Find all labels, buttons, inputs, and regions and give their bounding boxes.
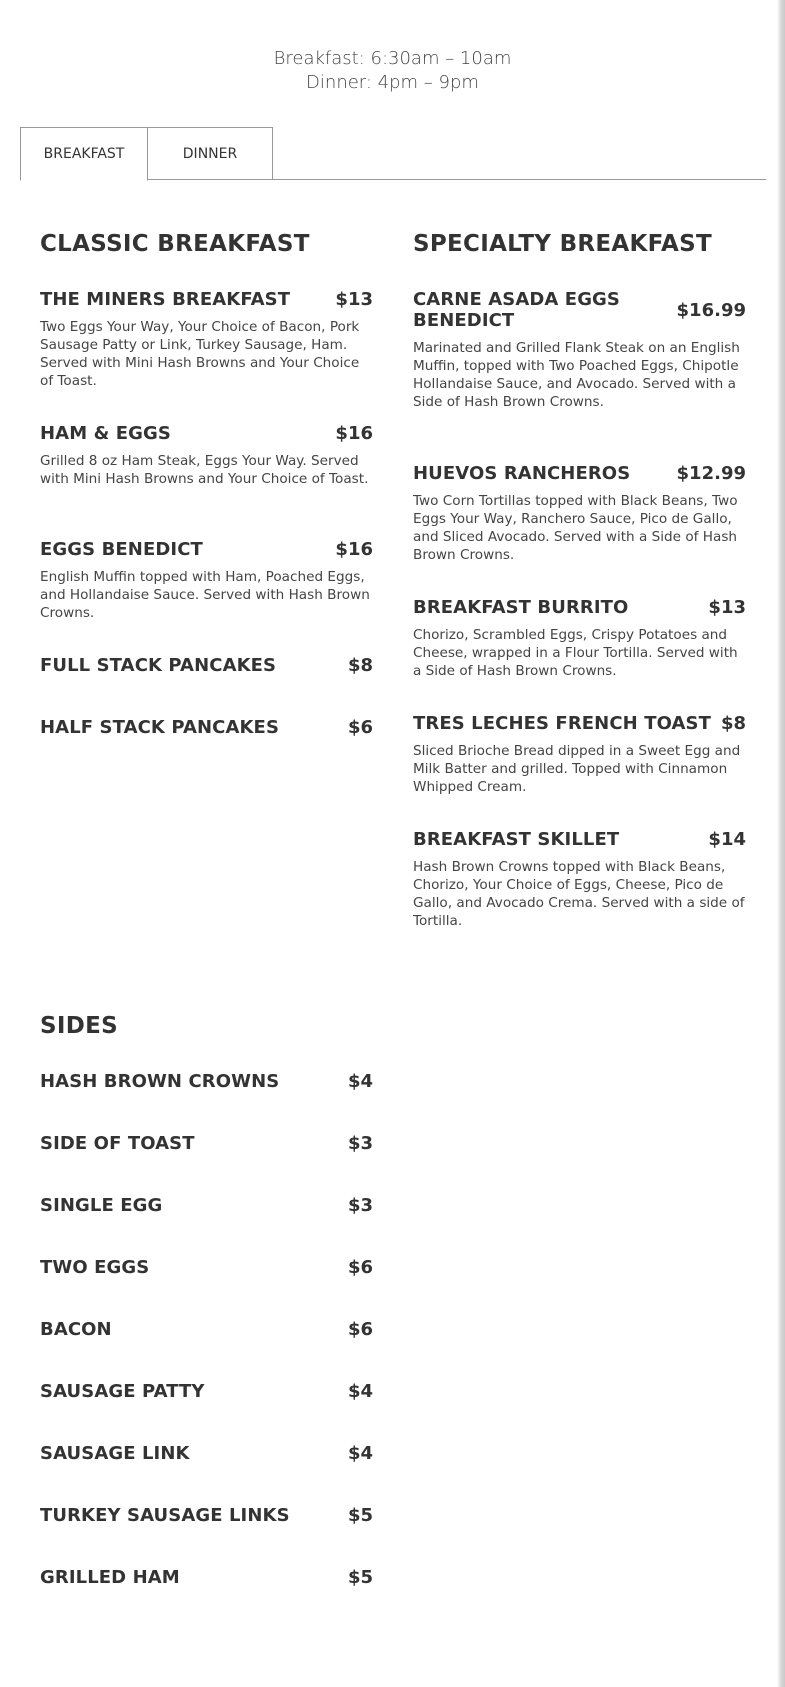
item-description: Sliced Brioche Bread dipped in a Sweet Egg and Milk Batter and grilled. Topped with Cinnamon Whipped Cream. (413, 743, 741, 795)
menu-tabs (20, 127, 766, 180)
menu-item (40, 717, 373, 738)
menu-item (413, 463, 746, 564)
menu-item (40, 289, 373, 390)
item-description: Chorizo, Scrambled Eggs, Crispy Potatoes and Cheese, wrapped in a Flour Tortilla. Served with a Side of Hash Brown Crowns. (413, 627, 738, 679)
menu-item (413, 289, 746, 411)
specialty-breakfast-title: SPECIALTY BREAKFAST (413, 231, 712, 257)
menu-item (40, 1319, 373, 1340)
item-price: $8 (347, 655, 373, 676)
item-description: Grilled 8 oz Ham Steak, Eggs Your Way. Served with Mini Hash Browns and Your Choice of Toast. (40, 453, 369, 487)
item-name: EGGS BENEDICT (40, 539, 203, 560)
item-price: $6 (347, 1257, 373, 1278)
menu-item (40, 1195, 373, 1216)
item-description: Marinated and Grilled Flank Steak on an English Muffin, topped with Two Poached Eggs, Chipotle Hollandaise Sauce, and Avocado. Served with a Side of Hash Brown Crowns. (413, 340, 740, 410)
item-price: $16.99 (676, 299, 746, 321)
item-name: THE MINERS BREAKFAST (40, 289, 291, 310)
item-price: $5 (347, 1567, 373, 1588)
item-price: $6 (347, 1319, 373, 1340)
scrollbar-edge (777, 0, 785, 1687)
item-name: HAM & EGGS (40, 423, 171, 444)
item-name: GRILLED HAM (40, 1567, 180, 1588)
item-name: HUEVOS RANCHEROS (413, 463, 631, 484)
item-description: Two Eggs Your Way, Your Choice of Bacon, Pork Sausage Patty or Link, Turkey Sausage, Ham. Served with Mini Hash Browns and Your Choice of Toast. (40, 319, 360, 389)
item-name: TRES LECHES FRENCH TOAST (413, 713, 711, 734)
item-name: TWO EGGS (40, 1257, 150, 1278)
item-name: SAUSAGE PATTY (40, 1381, 205, 1402)
sides-title: SIDES (40, 1013, 118, 1039)
menu-item (413, 597, 746, 680)
menu-item (40, 1567, 373, 1588)
menu-item (40, 423, 373, 488)
item-price: $4 (347, 1381, 373, 1402)
menu-item (40, 655, 373, 676)
item-price: $16 (335, 423, 373, 444)
item-name: TURKEY SAUSAGE LINKS (40, 1505, 290, 1526)
item-price: $4 (347, 1443, 373, 1464)
dinner-hours: Dinner: 4pm – 9pm (306, 72, 479, 93)
item-name: SIDE OF TOAST (40, 1133, 195, 1154)
item-name: FULL STACK PANCAKES (40, 655, 277, 676)
menu-item (40, 1381, 373, 1402)
item-price: $3 (347, 1195, 373, 1216)
tab-dinner[interactable]: DINNER (147, 127, 273, 180)
item-price: $8 (720, 713, 746, 734)
item-price: $14 (708, 829, 746, 850)
item-name: HALF STACK PANCAKES (40, 717, 280, 738)
item-description: Hash Brown Crowns topped with Black Beans, Chorizo, Your Choice of Eggs, Cheese, Pico de Gallo, and Avocado Crema. Served with a side of Tortilla. (413, 859, 745, 929)
item-name: SAUSAGE LINK (40, 1443, 190, 1464)
item-name: BACON (40, 1319, 112, 1340)
menu-item (413, 713, 746, 796)
item-name: HASH BROWN CROWNS (40, 1071, 280, 1092)
menu-item (40, 1071, 373, 1092)
hours-block (0, 47, 785, 95)
menu-item (40, 1133, 373, 1154)
menu-item (40, 1257, 373, 1278)
item-name: CARNE ASADA EGGS BENEDICT (413, 289, 621, 331)
item-price: $3 (347, 1133, 373, 1154)
item-price: $16 (335, 539, 373, 560)
item-price: $4 (347, 1071, 373, 1092)
item-price: $6 (347, 717, 373, 738)
item-name: BREAKFAST BURRITO (413, 597, 629, 618)
tab-breakfast[interactable]: BREAKFAST (20, 127, 148, 181)
item-price: $13 (335, 289, 373, 310)
item-description: Two Corn Tortillas topped with Black Beans, Two Eggs Your Way, Ranchero Sauce, Pico de Gallo, and Sliced Avocado. Served with a Side of Hash Brown Crowns. (413, 493, 738, 563)
menu-item (40, 539, 373, 622)
item-price: $5 (347, 1505, 373, 1526)
item-price: $13 (708, 597, 746, 618)
classic-breakfast-title: CLASSIC BREAKFAST (40, 231, 310, 257)
item-description: English Muffin topped with Ham, Poached Eggs, and Hollandaise Sauce. Served with Hash Brown Crowns. (40, 569, 370, 621)
menu-item (413, 829, 746, 930)
item-name: SINGLE EGG (40, 1195, 163, 1216)
breakfast-hours: Breakfast: 6:30am – 10am (273, 48, 512, 69)
menu-item (40, 1505, 373, 1526)
menu-item (40, 1443, 373, 1464)
item-price: $12.99 (676, 463, 746, 484)
item-name: BREAKFAST SKILLET (413, 829, 620, 850)
